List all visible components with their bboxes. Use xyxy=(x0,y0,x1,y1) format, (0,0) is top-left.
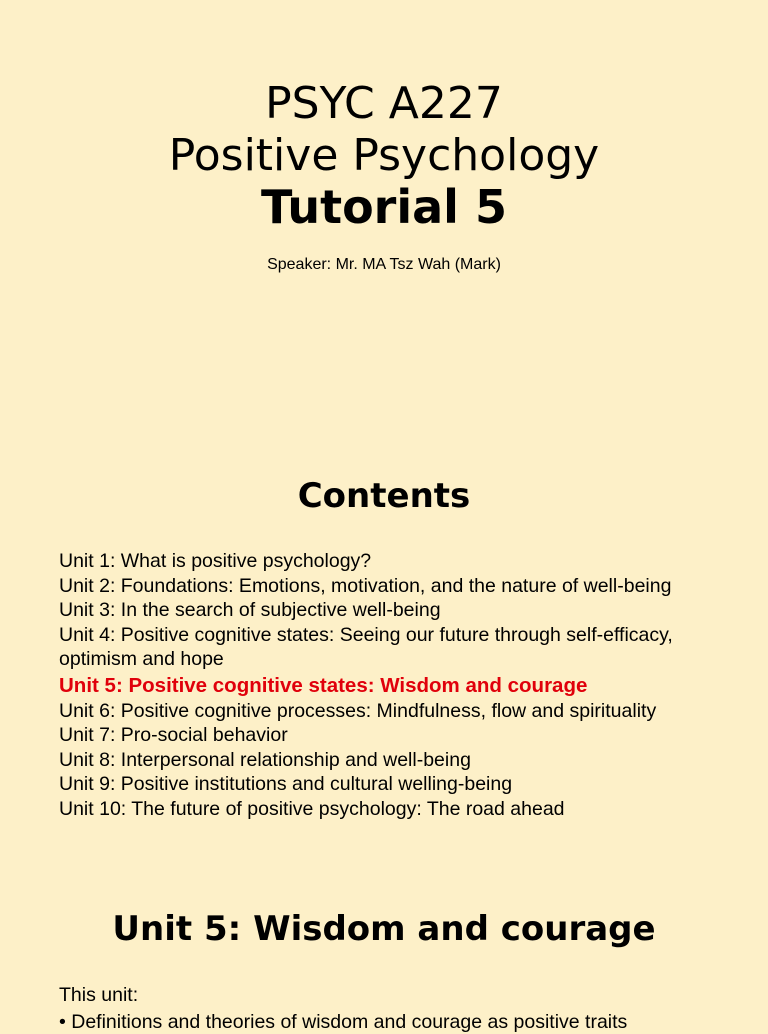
unit-item-5-current: Unit 5: Positive cognitive states: Wisdom and courage xyxy=(59,673,588,697)
contents-title: Contents xyxy=(297,476,471,516)
tutorial-title: Tutorial 5 xyxy=(261,180,507,234)
unit-item-6: Unit 6: Positive cognitive processes: Mindfulness, flow and spirituality xyxy=(59,699,657,722)
unit-item-8: Unit 8: Interpersonal relationship and well-being xyxy=(59,748,471,771)
course-code: PSYC A227 xyxy=(265,78,503,129)
unit-list xyxy=(59,549,729,821)
unit-item-2: Unit 2: Foundations: Emotions, motivation, and the nature of well-being xyxy=(59,574,672,597)
unit-slide xyxy=(0,880,768,1033)
course-name: Positive Psychology xyxy=(168,130,600,181)
unit-item-9: Unit 9: Positive institutions and cultural welling-being xyxy=(59,773,513,795)
title-slide xyxy=(0,0,768,440)
unit-title: Unit 5: Wisdom and courage xyxy=(112,909,656,949)
unit-item-7: Unit 7: Pro-social behavior xyxy=(59,724,288,746)
unit-bullet: • Definitions and theories of wisdom and courage as positive traits xyxy=(59,1011,628,1033)
unit-item-3: Unit 3: In the search of subjective well-being xyxy=(59,599,441,621)
speaker-line: Speaker: Mr. MA Tsz Wah (Mark) xyxy=(267,256,501,273)
unit-item-10: Unit 10: The future of positive psychology: The road ahead xyxy=(59,797,565,820)
contents-slide xyxy=(0,440,768,880)
unit-item-4: Unit 4: Positive cognitive states: Seeing our future through self-efficacy, optimism and hope xyxy=(59,623,673,670)
unit-intro: This unit: xyxy=(59,984,139,1006)
unit-item-1: Unit 1: What is positive psychology? xyxy=(59,550,372,572)
